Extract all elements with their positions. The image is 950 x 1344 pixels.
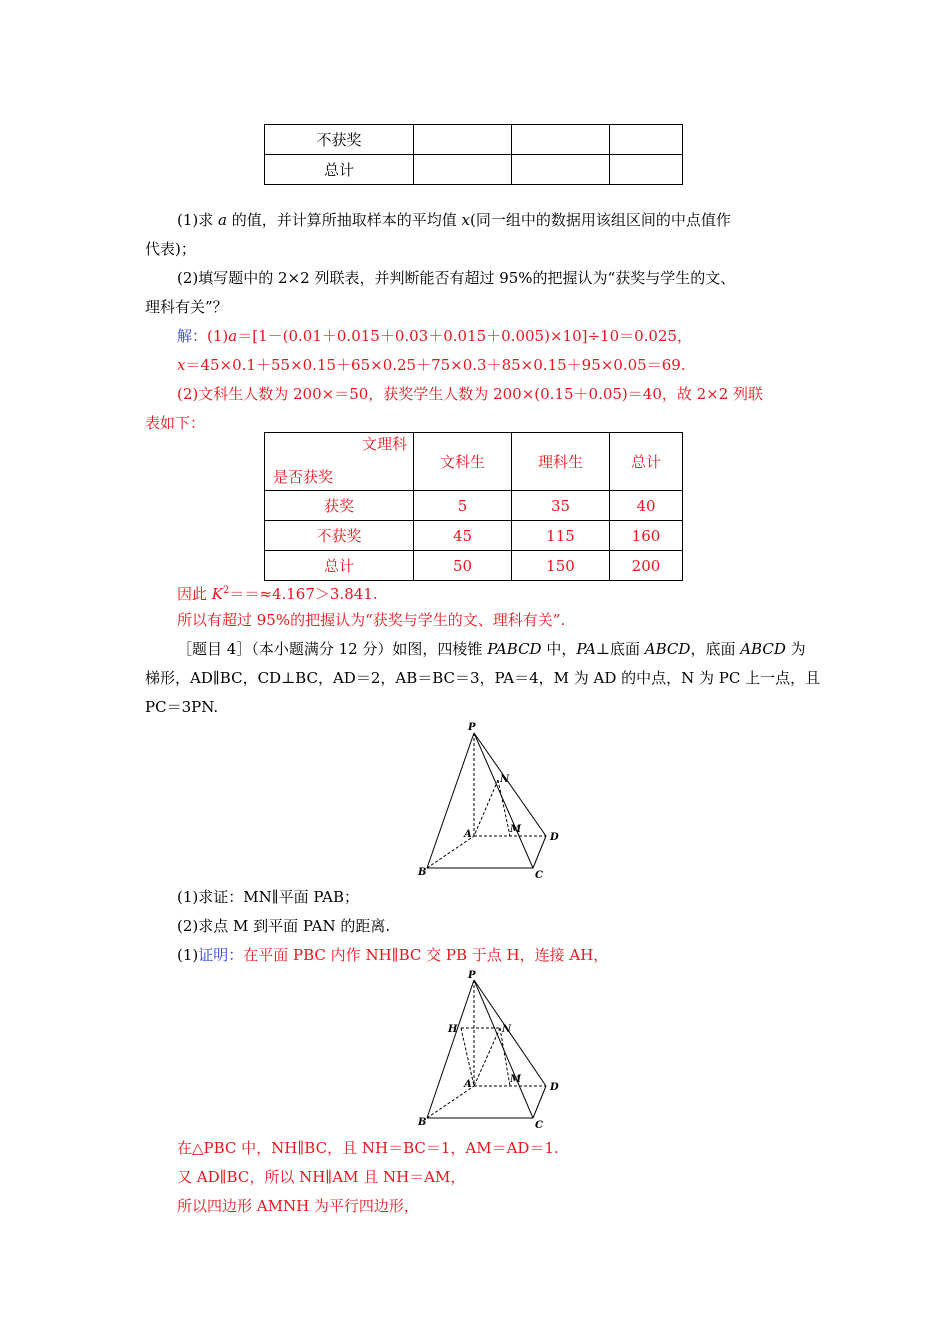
var-k: K <box>211 585 223 603</box>
var: ABCD <box>740 640 786 658</box>
question-2-cont: 理科有关”？ <box>145 298 228 316</box>
label-D: D <box>550 832 559 843</box>
text: ⊥底面 <box>595 640 645 658</box>
text: 为 <box>785 640 806 658</box>
table-cell: 115 <box>512 521 610 551</box>
var: PA <box>576 640 596 658</box>
text: ＝＝≈4.167＞3.841. <box>229 585 378 603</box>
contingency-table <box>264 432 683 581</box>
var: PABCD <box>487 640 542 658</box>
table-cell: 5 <box>414 491 512 521</box>
column-header: 理科生 <box>512 433 610 491</box>
text: （本小题满分 12 分）如图，四棱锥 <box>251 640 488 658</box>
label-A: A <box>464 1079 472 1090</box>
header-top-right: 文理科 <box>361 435 407 453</box>
partial-contingency-table <box>264 124 683 185</box>
label-C: C <box>535 1120 543 1131</box>
table-cell: 35 <box>512 491 610 521</box>
row-label: 获奖 <box>265 491 414 521</box>
question-2: (2)填写题中的 2×2 列联表，并判断能否有超过 95%的把握认为“获奖与学生的文、 <box>177 269 736 287</box>
table-cell: 200 <box>610 551 683 581</box>
label-N: N <box>502 1024 512 1035</box>
solution-line-2 <box>177 355 686 375</box>
column-header: 总计 <box>610 433 683 491</box>
proof-label: 证明： <box>198 946 244 964</box>
table-cell: 45 <box>414 521 512 551</box>
text: ＝[1－(0.01＋0.015＋0.03＋0.015＋0.005)×10]÷10＝0.025， <box>237 327 693 345</box>
text: (1) <box>207 327 229 345</box>
row-label: 总计 <box>265 551 414 581</box>
pyramid-figure-1 <box>410 720 580 880</box>
problem-4-line-1 <box>177 639 806 659</box>
table-cell <box>414 155 512 185</box>
label-A: A <box>464 829 472 840</box>
text: (1)求 <box>177 211 219 229</box>
text: 因此 <box>177 585 212 603</box>
solution-line-3: (2)文科生人数为 200×＝50，获奖学生人数为 200×(0.15＋0.05)＝40，故 2×2 列联 <box>177 385 764 403</box>
table-cell: 160 <box>610 521 683 551</box>
label-P: P <box>468 722 476 733</box>
table-cell <box>512 125 610 155</box>
table-cell <box>610 155 683 185</box>
problem-4-line-2: 梯形，AD∥BC，CD⊥BC，AD＝2，AB＝BC＝3，PA＝4，M 为 AD 的中点，N 为 PC 上一点，且 <box>145 669 821 687</box>
text: (1) <box>177 946 199 964</box>
table-cell <box>414 125 512 155</box>
table-cell <box>610 125 683 155</box>
var-x: x <box>461 211 470 229</box>
table-row <box>265 521 683 551</box>
row-label: 总计 <box>265 155 414 185</box>
problem-4-part-1: (1)求证：MN∥平面 PAB； <box>177 888 360 906</box>
table-row <box>265 491 683 521</box>
label-B: B <box>418 867 427 878</box>
row-label: 不获奖 <box>265 125 414 155</box>
question-1 <box>177 210 731 230</box>
text: 中， <box>541 640 577 658</box>
solution-line-1 <box>177 326 692 346</box>
diagonal-header-cell <box>265 433 414 491</box>
text: ＝45×0.1＋55×0.15＋65×0.25＋75×0.3＋85×0.15＋95×0.05＝69. <box>185 356 686 374</box>
question-1-cont: 代表)； <box>145 240 196 258</box>
header-bottom-left: 是否获奖 <box>273 468 334 486</box>
text: (同一组中的数据用该组区间的中点值作 <box>470 211 731 229</box>
label-D: D <box>550 1082 559 1093</box>
pyramid-figure-2 <box>410 970 580 1130</box>
label-P: P <box>468 970 476 981</box>
label-M: M <box>510 1074 522 1085</box>
problem-4-part-2: (2)求点 M 到平面 PAN 的距离. <box>177 917 391 935</box>
solution-label: 解 <box>177 327 193 345</box>
table-cell <box>512 155 610 185</box>
text: 的值，并计算所抽取样本的平均值 <box>226 211 462 229</box>
table-row <box>265 551 683 581</box>
label-N: N <box>500 774 510 785</box>
solution-line-4: 表如下： <box>145 414 206 432</box>
superscript: 2 <box>223 585 230 596</box>
proof-line-2: 又 AD∥BC，所以 NH∥AM 且 NH＝AM， <box>177 1168 466 1186</box>
chi-square-result <box>177 581 378 604</box>
problem-4-line-3: PC＝3PN. <box>145 698 219 716</box>
row-label: 不获奖 <box>265 521 414 551</box>
var: ABCD <box>644 640 691 658</box>
var-a: a <box>228 327 238 345</box>
label-C: C <box>535 870 543 881</box>
text: ，底面 <box>690 640 741 658</box>
table-cell: 150 <box>512 551 610 581</box>
conclusion: 所以有超过 95%的把握认为“获奖与学生的文、理科有关”. <box>177 611 566 629</box>
proof-line-1: 在△PBC 中，NH∥BC，且 NH＝BC＝1，AM＝AD＝1. <box>177 1139 559 1157</box>
problem-tag: ［题目 4］ <box>177 640 252 658</box>
table-row <box>265 125 683 155</box>
var-a: a <box>218 211 227 229</box>
table-row <box>265 155 683 185</box>
label-B: B <box>418 1117 427 1128</box>
column-header: 文科生 <box>414 433 512 491</box>
label-H: H <box>448 1024 458 1035</box>
table-cell: 50 <box>414 551 512 581</box>
text: ： <box>192 327 208 345</box>
proof-intro <box>177 945 608 965</box>
table-header-row <box>265 433 683 491</box>
label-M: M <box>510 824 522 835</box>
proof-line-3: 所以四边形 AMNH 为平行四边形， <box>177 1197 419 1215</box>
table-cell: 40 <box>610 491 683 521</box>
var-x: x <box>177 356 186 374</box>
proof-text: 在平面 PBC 内作 NH∥BC 交 PB 于点 H，连接 AH， <box>243 946 609 964</box>
